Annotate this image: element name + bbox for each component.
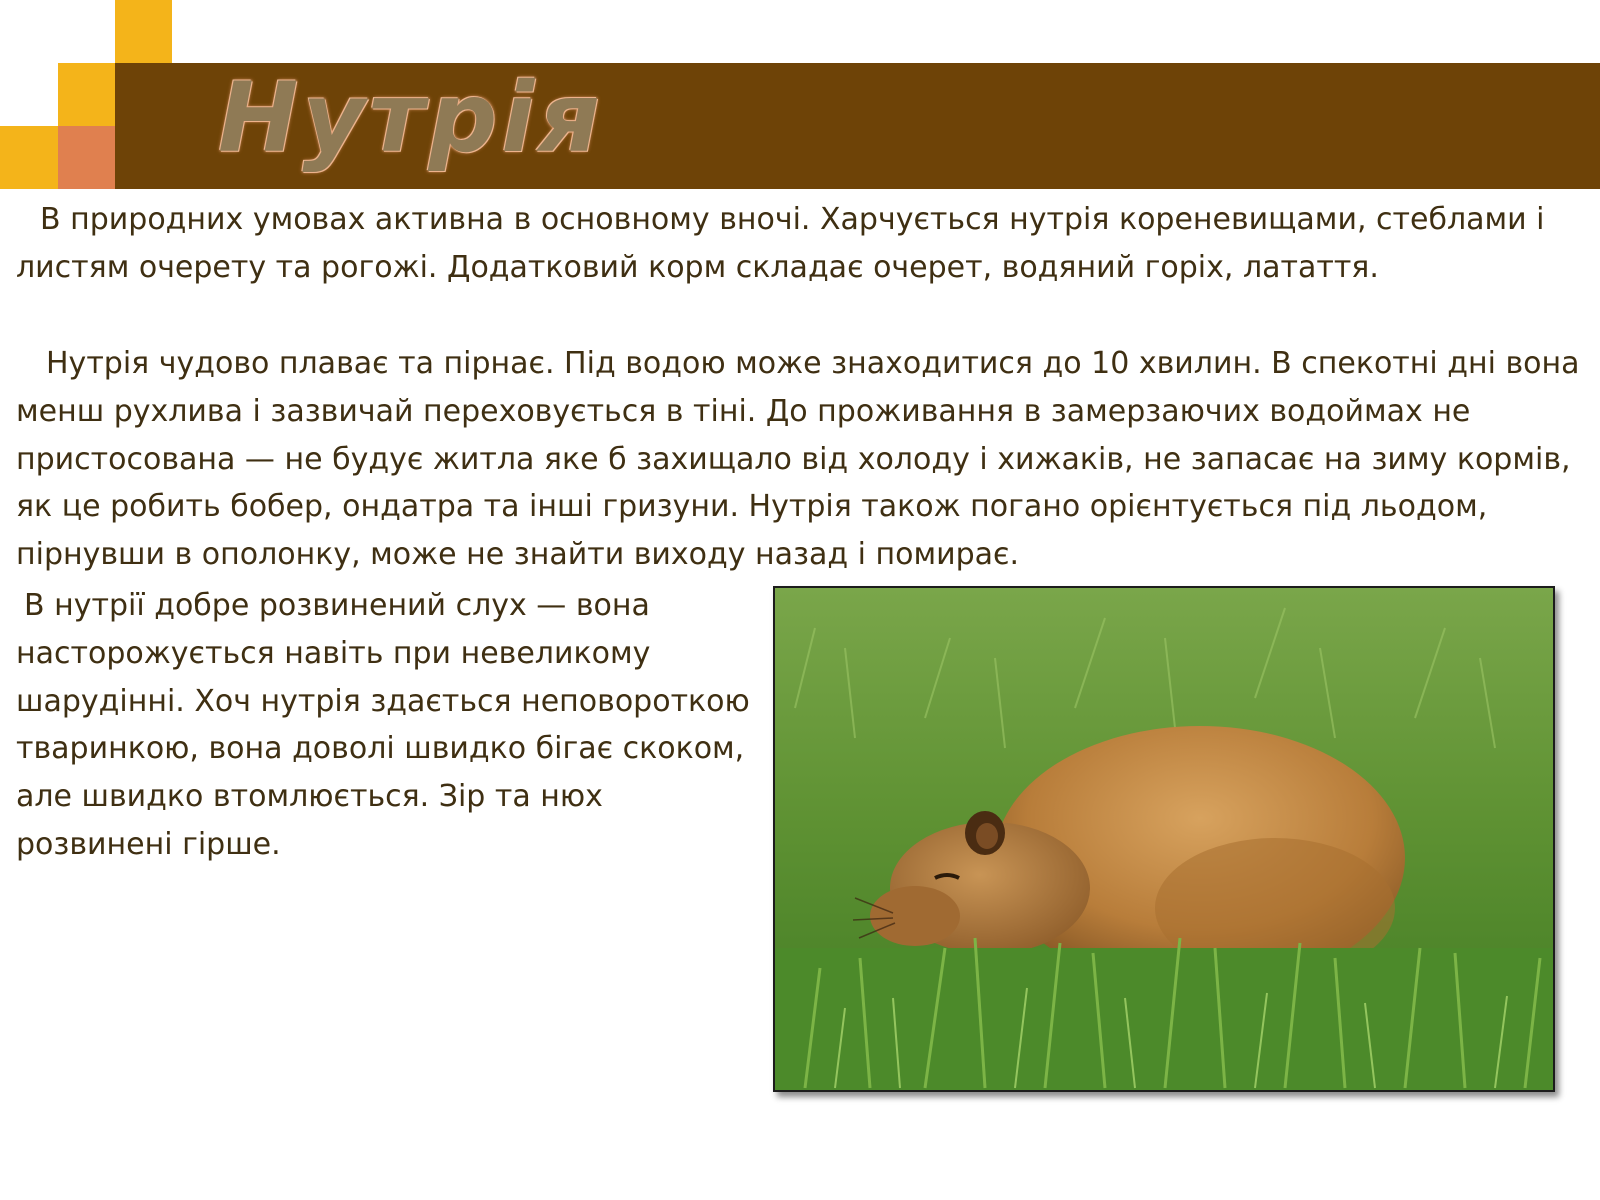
paragraph-swimming-winter: Нутрія чудово плаває та пірнає. Під водою може знаходитися до 10 хвилин. В спекотні дні вона менш рухлива і зазвичай переховується в тіні. До проживання в замерзаючих водоймах не пристосована — не будує житла яке б захищало від холоду і хижаків, не запасає на зиму кормів, як це робить бобер, ондатра та інші гризуни. Нутрія також погано орієнтується під льодом, пірнувши в ополонку, може не знайти виходу назад і помирає. [16, 346, 1580, 573]
slide-title: Нутрія [218, 62, 604, 174]
decor-square-orange-bottom [58, 126, 115, 189]
paragraph-senses: В нутрії добре розвинений слух — вона насторожується навіть при невеликому шарудінні. Хоч нутрія здається неповороткою тваринкою, вона доволі швидко бігає скоком, але швидко втомлюється. Зір та нюх розвинені гірше. [16, 588, 750, 862]
decor-square-gold-bottom [0, 126, 58, 189]
nutria-photo [773, 586, 1555, 1092]
paragraph-activity-diet: В природних умовах активна в основному вночі. Харчується нутрія кореневищами, стеблами і листям очерету та рогожі. Додатковий корм складає очерет, водяний горіх, латаття. [16, 202, 1545, 285]
decor-square-gold-top [115, 0, 172, 63]
decor-square-gold-middle [58, 63, 115, 126]
